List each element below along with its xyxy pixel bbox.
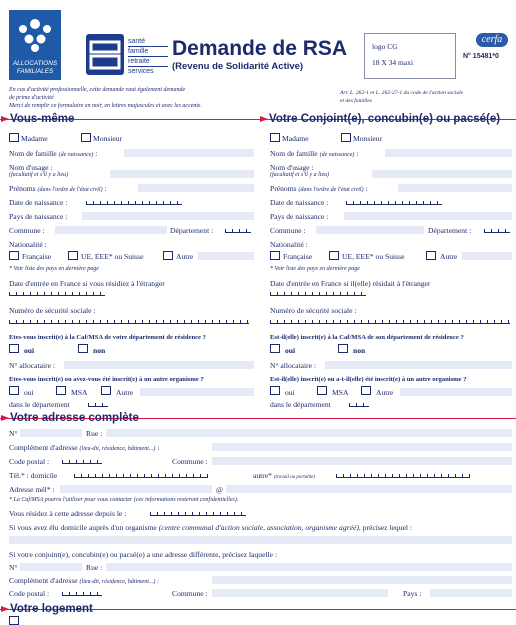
label-code-postal: Code postal : (9, 457, 50, 466)
label-conj-org-autre: Autre (376, 388, 394, 397)
input-secu[interactable] (9, 319, 249, 324)
label-ue: UE, EEE* ou Suisse (81, 252, 144, 261)
input-date-naissance[interactable] (86, 200, 182, 205)
label-complement2: Complément d'adresse (lieu-dit, résidence, bâtiment...) : (9, 576, 159, 585)
input-dans-dept[interactable] (88, 402, 108, 407)
intro-line-1: En cas d'activité professionnelle, cette demande vaut également demande (9, 87, 186, 93)
label-mel: Adresse mél* : (9, 485, 55, 494)
label-commune: Commune : (9, 226, 45, 235)
question-conj-autre-organisme: Est-il(elle) inscrit(e) ou a-t-il(elle) été inscrit(e) à un autre organisme ? (270, 376, 467, 383)
label-code-postal2: Code postal : (9, 589, 50, 598)
input-conj-allocataire[interactable] (325, 361, 512, 369)
note-voir-liste: * Voir liste des pays en dernière page (9, 266, 99, 272)
label-conj-monsieur: Monsieur (353, 134, 383, 143)
logo-box-text-1: logo CG (372, 42, 398, 51)
label-nom-usage: Nom d'usage : (9, 163, 53, 172)
input-allocataire[interactable] (64, 361, 254, 369)
input-autre-nat[interactable] (198, 252, 254, 260)
checkbox-conj-monsieur[interactable] (341, 133, 351, 142)
checkbox-conj-inscrit-oui[interactable] (270, 344, 280, 353)
checkbox-inscrit-oui[interactable] (9, 344, 19, 353)
input-conj-pays-naissance[interactable] (344, 212, 512, 220)
label-conj-org-caf: oui (285, 388, 295, 397)
input-conj-departement[interactable] (484, 228, 510, 233)
caf-logo (9, 10, 61, 80)
cerfa-logo: cerfa (476, 33, 508, 47)
label-conj-date-naissance: Date de naissance : (270, 198, 329, 207)
note-conj-nom-usage: (facultatif et s'il y a lieu) (270, 172, 330, 178)
question-autre-organisme: Etes-vous inscrit(e) ou avez-vous été inscrit(e) à un autre organisme ? (9, 376, 204, 383)
input-complement[interactable] (212, 443, 512, 451)
msa-text-3: retraite (128, 57, 168, 67)
msa-icon (86, 34, 124, 75)
section-logement: Votre logement (10, 603, 93, 615)
label-commune-adr: Commune : (172, 457, 208, 466)
checkbox-ue[interactable] (68, 251, 78, 260)
label-rue: Rue : (86, 429, 103, 438)
checkbox-conj-ue[interactable] (329, 251, 339, 260)
input-numero[interactable] (20, 429, 82, 437)
label-monsieur: Monsieur (93, 134, 123, 143)
note-conj-voir-liste: * Voir liste des pays en dernière page (270, 266, 360, 272)
note-contact: * La Caf/MSA pourra l'utiliser pour vous contacter (ces informations resteront confidentielles). (9, 497, 239, 503)
input-rue2[interactable] (106, 563, 512, 571)
label-allocataire: N° allocataire : (9, 361, 56, 370)
label-conj-departement: Département : (428, 226, 472, 235)
question-inscrit: Etes-vous inscrit(e) à la Caf/MSA de votre département de résidence ? (9, 334, 206, 341)
intro-line-3: Merci de remplir ce formulaire en noir, en lettres majuscules et avec les accents. (9, 103, 202, 109)
label-pays-naissance: Pays de naissance : (9, 212, 68, 221)
input-org-autre[interactable] (140, 388, 254, 396)
section-adresse: Votre adresse complète (10, 412, 139, 424)
input-conj-autre-nat[interactable] (462, 252, 512, 260)
input-conj-org-autre[interactable] (400, 388, 512, 396)
label-numero: N° (9, 429, 18, 438)
label-org-caf: oui (24, 388, 34, 397)
input-date-entree[interactable] (9, 291, 105, 296)
checkbox-conj-inscrit-non[interactable] (338, 344, 348, 353)
checkbox-conj-org-caf[interactable] (270, 386, 280, 395)
label-departement: Département : (170, 226, 214, 235)
label-tel: Tél.* : domicile (9, 471, 58, 480)
input-conj-nom-usage[interactable] (372, 170, 512, 178)
label-francaise: Française (22, 252, 52, 261)
page-subtitle: (Revenu de Solidarité Active) (172, 61, 304, 72)
label-at: @ (216, 485, 223, 494)
label-numero2: N° (9, 563, 18, 572)
caf-logo-text-2: FAMILIALES (16, 68, 54, 75)
input-conj-nom-famille[interactable] (385, 149, 512, 157)
msa-text-1: santé (128, 37, 168, 47)
checkbox-autre-nat[interactable] (163, 251, 173, 260)
label-inscrit-non: non (93, 346, 106, 355)
input-mel-user[interactable] (60, 485, 212, 493)
checkbox-monsieur[interactable] (81, 133, 91, 142)
checkbox-conj-francaise[interactable] (270, 251, 280, 260)
label-org-msa: MSA (71, 388, 88, 397)
label-conj-nom-usage: Nom d'usage : (270, 163, 314, 172)
page-title: Demande de RSA (172, 37, 348, 60)
label-conj-allocataire: N° allocataire : (270, 361, 317, 370)
input-mel-domain[interactable] (226, 485, 512, 493)
label-conj-commune: Commune : (270, 226, 306, 235)
legal-line-2: et des familles (340, 98, 373, 104)
input-commune-adr[interactable] (212, 457, 512, 465)
input-conj-secu[interactable] (270, 319, 510, 324)
input-tel-autre[interactable] (336, 473, 470, 478)
label-conj-date-entree: Date d'entrée en France si il(elle) résidait à l'étranger (270, 279, 431, 288)
label-nationalite: Nationalité : (9, 240, 47, 249)
logo-box-text-2: 18 X 34 maxi (372, 58, 414, 67)
input-nom-usage[interactable] (110, 170, 254, 178)
intro-line-2: de prime d'activité (9, 95, 54, 101)
label-conj-autre-nat: Autre (440, 252, 458, 261)
caf-family-icon (9, 12, 61, 58)
checkbox-conj-autre-nat[interactable] (426, 251, 436, 260)
label-conj-inscrit-oui: oui (285, 346, 296, 355)
label-commune2: Commune : (172, 589, 208, 598)
checkbox-conj-org-msa[interactable] (317, 386, 327, 395)
input-rue[interactable] (106, 429, 512, 437)
caf-logo-text-1: ALLOCATIONS (12, 60, 58, 67)
input-departement[interactable] (225, 228, 251, 233)
label-madame: Madame (21, 134, 48, 143)
checkbox-inscrit-non[interactable] (78, 344, 88, 353)
input-conj-prenoms[interactable] (398, 184, 512, 192)
checkbox-org-autre[interactable] (101, 386, 111, 395)
label-conj-pays-naissance: Pays de naissance : (270, 212, 329, 221)
checkbox-org-msa[interactable] (56, 386, 66, 395)
label-tel-autre: autre* (travail ou portable) (253, 471, 315, 480)
label-conj-francaise: Française (283, 252, 313, 261)
input-tel-domicile[interactable] (74, 473, 208, 478)
question-conj-inscrit: Est-il(elle) inscrit(e) à la Caf/MSA de son département de résidence ? (270, 334, 464, 341)
label-date-entree: Date d'entrée en France si vous résidiez à l'étranger (9, 279, 165, 288)
label-org-autre: Autre (116, 388, 134, 397)
form-number: N° 15481*0 (463, 53, 499, 60)
input-code-postal2[interactable] (62, 591, 102, 596)
label-conj-ue: UE, EEE* ou Suisse (342, 252, 405, 261)
label-conj-prenoms: Prénoms (dans l'ordre de l'état civil) : (270, 184, 368, 193)
label-conj-org-msa: MSA (332, 388, 349, 397)
logo-cg-box (364, 33, 456, 79)
msa-text-4: services (128, 68, 154, 75)
legal-line-1: Art. L. 262-1 et L. 262-27-1 du code de l'action sociale (340, 90, 464, 96)
checkbox-org-caf[interactable] (9, 386, 19, 395)
label-conj-inscrit-non: non (353, 346, 366, 355)
input-depuis[interactable] (150, 511, 246, 516)
input-complement2[interactable] (212, 576, 512, 584)
label-conj-adresse: Si votre conjoint(e), concubin(e) ou pacsé(e) a une adresse différente, précisez laquelle : (9, 550, 278, 559)
label-conj-secu: Numéro de sécurité sociale : (270, 306, 357, 315)
label-dans-dept: dans le département (9, 400, 70, 409)
label-inscrit-oui: oui (24, 346, 35, 355)
input-numero2[interactable] (20, 563, 82, 571)
input-pays-naissance[interactable] (82, 212, 254, 220)
input-conj-commune[interactable] (316, 226, 424, 234)
input-commune[interactable] (55, 226, 167, 234)
input-conj-date-entree[interactable] (270, 291, 366, 296)
input-code-postal[interactable] (62, 459, 102, 464)
checkbox-conj-madame[interactable] (270, 133, 280, 142)
label-date-naissance: Date de naissance : (9, 198, 68, 207)
label-conj-nom-famille: Nom de famille (de naissance) : (270, 149, 359, 158)
checkbox-madame[interactable] (9, 133, 19, 142)
label-prenoms: Prénoms (dans l'ordre de l'état civil) : (9, 184, 107, 193)
input-nom-famille[interactable] (124, 149, 254, 157)
label-conj-nationalite: Nationalité : (270, 240, 308, 249)
input-conj-date-naissance[interactable] (346, 200, 442, 205)
label-organisme: Si vous avez élu domicile auprès d'un organisme (centre communal d'action sociale, association, organisme agréé), précisez lequel : (9, 523, 412, 532)
label-rue2: Rue : (86, 563, 103, 572)
section-conjoint: Votre Conjoint(e), concubin(e) ou pacsé(e) (269, 113, 501, 125)
input-pays2[interactable] (430, 589, 512, 597)
label-conj-dans-dept: dans le département (270, 400, 331, 409)
checkbox-conj-org-autre[interactable] (361, 386, 371, 395)
input-conj-dans-dept[interactable] (349, 402, 369, 407)
label-complement: Complément d'adresse (lieu-dit, résidence, bâtiment...) : (9, 443, 160, 452)
label-secu: Numéro de sécurité sociale : (9, 306, 96, 315)
note-nom-usage: (facultatif et s'il y a lieu) (9, 172, 69, 178)
label-conj-madame: Madame (282, 134, 309, 143)
section-vous-meme: Vous-même (10, 113, 75, 125)
input-organisme[interactable] (9, 536, 512, 544)
input-commune2[interactable] (212, 589, 388, 597)
label-nom-famille: Nom de famille (de naissance) : (9, 149, 98, 158)
label-autre-nat: Autre (176, 252, 194, 261)
label-pays2: Pays : (403, 589, 422, 598)
label-depuis: Vous résidez à cette adresse depuis le : (9, 509, 127, 518)
input-prenoms[interactable] (138, 184, 254, 192)
checkbox-francaise[interactable] (9, 251, 19, 260)
msa-logo (86, 34, 124, 75)
msa-text-2: famille (128, 47, 168, 57)
